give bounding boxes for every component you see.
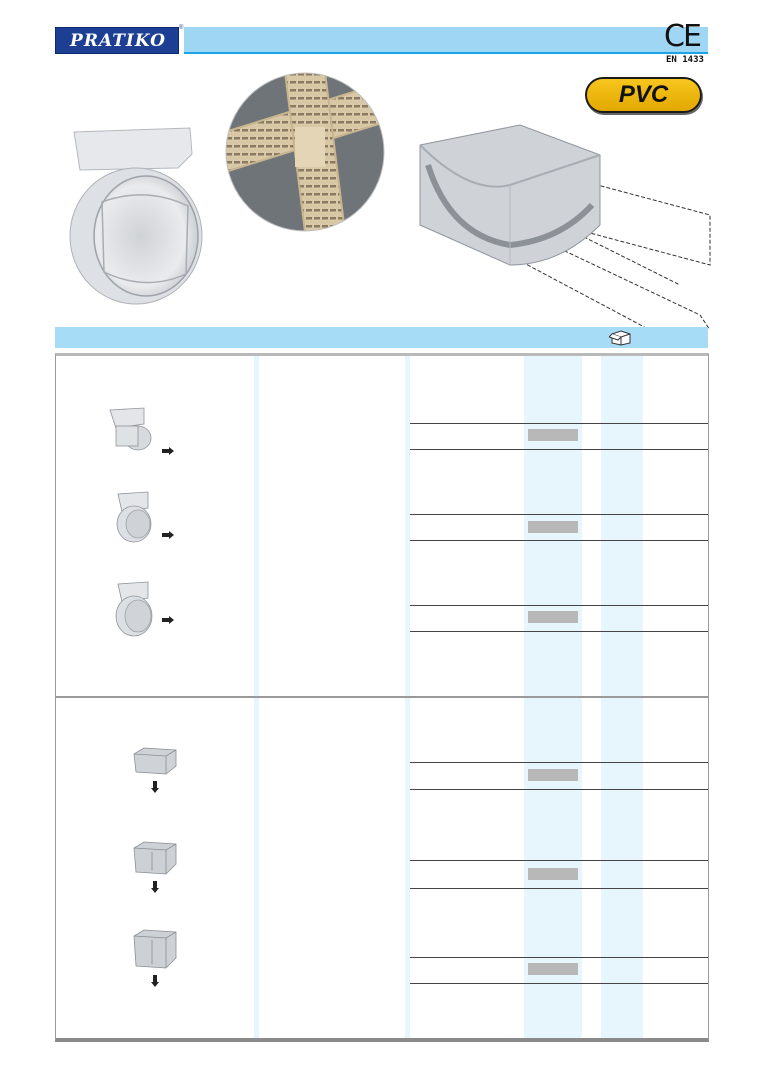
- code-chip: [528, 769, 578, 781]
- row-line: [410, 631, 708, 632]
- arrow-right-icon: [162, 616, 174, 624]
- end-cap-bottom-thumb: [132, 928, 178, 970]
- end-cap-bottom-thumb: [132, 840, 178, 876]
- row-line: [410, 540, 708, 541]
- code-chip: [528, 611, 578, 623]
- row-line: [410, 888, 708, 889]
- pvc-badge: [585, 77, 702, 113]
- end-cap-bottom-thumb: [132, 746, 178, 776]
- row-line: [410, 514, 708, 515]
- row-line: [410, 423, 708, 424]
- pvc-badge-text: PVC: [618, 81, 669, 108]
- end-cap-thumb: [108, 406, 158, 452]
- standard-label: EN 1433: [666, 55, 704, 65]
- group-divider: [55, 696, 709, 698]
- corner-piece-photo: [410, 115, 715, 330]
- header-bar: [184, 27, 708, 54]
- code-chip: [528, 521, 578, 533]
- arrow-right-icon: [162, 531, 174, 539]
- row-line: [410, 449, 708, 450]
- row-line: [410, 983, 708, 984]
- arrow-down-icon: [151, 781, 159, 793]
- row-line: [410, 860, 708, 861]
- row-line: [410, 605, 708, 606]
- ce-mark: CE: [664, 19, 700, 54]
- arrow-down-icon: [151, 975, 159, 987]
- grating-detail-photo: [225, 72, 385, 232]
- arrow-down-icon: [151, 881, 159, 893]
- brand-logo: [55, 27, 179, 54]
- row-line: [410, 789, 708, 790]
- end-cap-thumb: [112, 490, 158, 546]
- row-line: [410, 957, 708, 958]
- registered-mark: ®: [179, 25, 184, 31]
- code-chip: [528, 429, 578, 441]
- code-chip: [528, 868, 578, 880]
- end-cap-thumb: [112, 580, 158, 638]
- arrow-right-icon: [162, 447, 174, 455]
- brand-logo-text: PRATIKO: [70, 31, 166, 51]
- box-icon: [609, 329, 633, 346]
- code-chip: [528, 963, 578, 975]
- end-cap-photo: [68, 124, 216, 306]
- row-line: [410, 762, 708, 763]
